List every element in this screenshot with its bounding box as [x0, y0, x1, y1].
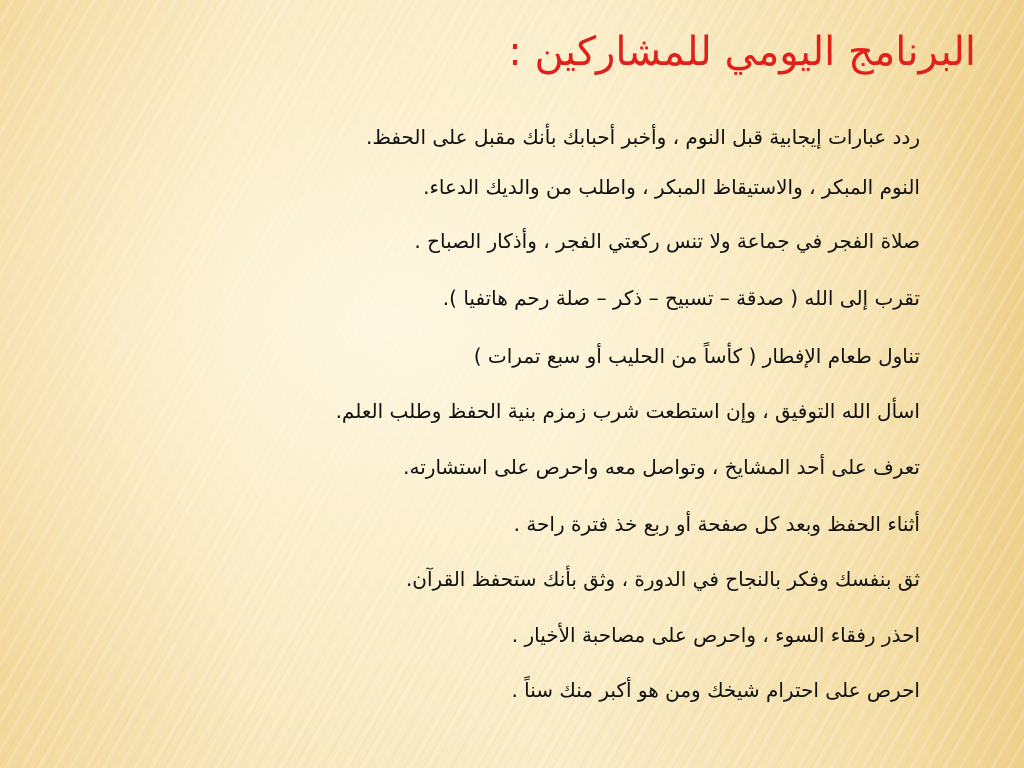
list-item: احرص على احترام شيخك ومن هو أكبر منك سناً . [511, 678, 920, 702]
list-item: تعرف على أحد المشايخ ، وتواصل معه واحرص على استشارته. [403, 455, 920, 479]
list-item: ثق بنفسك وفكر بالنجاح في الدورة ، وثق بأنك ستحفظ القرآن. [405, 567, 920, 591]
list-item: ردد عبارات إيجابية قبل النوم ، وأخبر أحبابك بأنك مقبل على الحفظ. [365, 125, 920, 149]
list-item: تقرب إلى الله ( صدقة – تسبيح – ذكر – صلة رحم هاتفيا ). [442, 286, 920, 310]
list-item: احذر رفقاء السوء ، واحرص على مصاحبة الأخيار . [511, 623, 920, 647]
list-item: النوم المبكر ، والاستيقاظ المبكر ، واطلب من والديك الدعاء. [423, 175, 920, 199]
list-item: صلاة الفجر في جماعة ولا تنس ركعتي الفجر ، وأذكار الصباح . [414, 229, 920, 253]
slide-title: البرنامج اليومي للمشاركين : [508, 29, 976, 75]
list-item: تناول طعام الإفطار ( كأساً من الحليب أو سبع تمرات ) [473, 344, 920, 368]
list-item: اسأل الله التوفيق ، وإن استطعت شرب زمزم بنية الحفظ وطلب العلم. [335, 399, 920, 423]
list-item: أثناء الحفظ وبعد كل صفحة أو ربع خذ فترة راحة . [513, 512, 920, 536]
